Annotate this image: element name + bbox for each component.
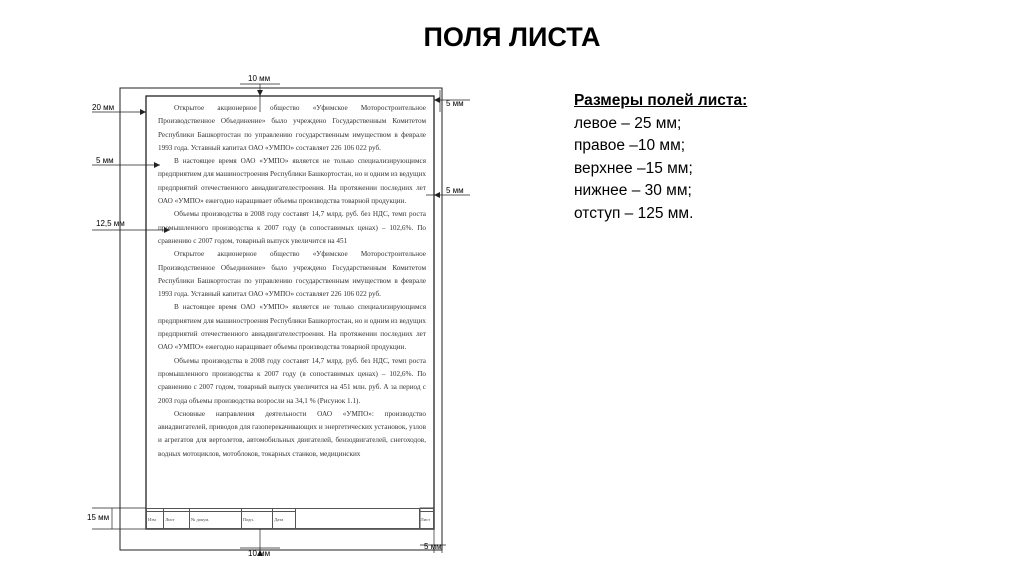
stamp-cell: Лист [164,511,190,528]
label-right-top-margin: 5 мм [446,99,464,108]
title-block [146,508,434,529]
margin-bottom-line: нижнее – 30 мм; [574,182,692,199]
paragraph: В настоящее время ОАО «УМПО» является не только специализирующимся предприятием для машиностроения Республики Башкортостан, но и одним из ведущих предприятий отечественного авиадвигателестроения. На протяжении последних лет ОАО «УМПО» ежегодно наращивает объемы производства товарной продукции. [158,303,426,352]
indent-line: отступ – 125 мм. [574,204,694,222]
stamp-cell: Лист [419,511,433,528]
label-left-inner-margin: 5 мм [96,156,114,165]
margin-left-line: левое – 25 мм; [574,114,682,132]
label-indent: 12,5 мм [96,219,125,228]
label-top-margin: 10 мм [248,74,271,83]
page-title: ПОЛЯ ЛИСТА [423,22,601,52]
stamp-cell: Изм [147,511,164,528]
paragraph: В настоящее время ОАО «УМПО» является не только специализирующимся предприятием для машиностроения Республики Башкортостан, но и одним из ведущих предприятий отечественного авиадвигателестроения. На протяжении последних лет ОАО «УМПО» ежегодно наращивает объемы производства товарной продукции. [158,157,426,206]
paragraph: Открытое акционерное общество «Уфимское Моторостроительное Производственное Объединение» было учреждено Государственным Комитетом Республики Башкортостан по управлению государственным имуществом в феврале 1993 года. Уставный капитал ОАО «УМПО» составляет 226 106 022 руб. [158,250,426,299]
document-text [158,102,426,502]
margins-heading: Размеры полей листа: [574,92,748,109]
paragraph: Открытое акционерное общество «Уфимское Моторостроительное Производственное Объединение» было учреждено Государственным Комитетом Республики Башкортостан по управлению государственным имуществом в феврале 1993 года. Уставный капитал ОАО «УМПО» составляет 226 106 022 руб. [158,104,426,152]
label-bottom-right-margin: 5 мм [424,542,442,551]
stamp-cell: Подп. [241,511,273,528]
label-bottom-left-margin: 15 мм [87,513,110,522]
label-bottom-margin: 10 мм [248,549,271,558]
paragraph: Объемы производства в 2008 году составят 14,7 млрд. руб. без НДС, темп роста промышленного производства к 2007 году (в сопоставимых ценах) – 102,6%. По сравнению с 2007 годом, товарный выпуск увеличится на 451 [158,210,426,245]
paragraph: Объемы производства в 2008 году составят 14,7 млрд. руб. без НДС, темп роста промышленного производства к 2007 году (в сопоставимых ценах) – 102,6%. По сравнению с 2007 годом, товарный выпуск увеличится на 451 млн. руб. А за период с 2003 года объемы производства возросли на 34,1 % (Рисунок 1.1). [158,356,426,405]
margin-top-line: верхнее –15 мм; [574,159,693,177]
stamp-cell: Дата [273,511,296,528]
label-left-outer-margin: 20 мм [92,103,115,112]
paragraph: Основные направления деятельности ОАО «УМПО»: производство авиадвигателей, приводов для газоперекачивающих и энергетических установок, узлов и агрегатов для вертолетов, автомобильных двигателей, бензодвигателей, снегоходов, водных мотоциклов, мотоблоков, токарных станков, медицинских [158,409,426,458]
stamp-cell: № докум. [190,511,242,528]
label-right-mid-margin: 5 мм [446,186,464,195]
margin-right-line: правое –10 мм; [574,137,686,154]
